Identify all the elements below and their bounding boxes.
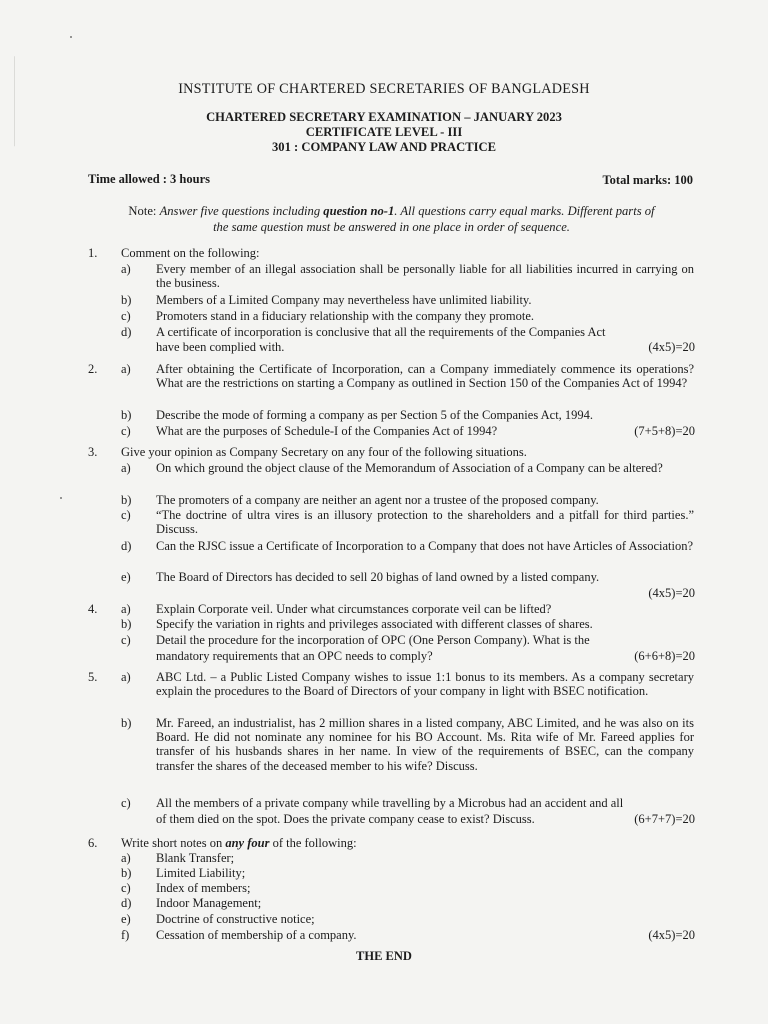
heading-emphasis: any four [225,836,270,850]
sub-text: Specify the variation in rights and privileges associated with different classes of shares. [156,617,593,631]
note-bold: question no-1 [323,204,395,218]
scan-speck [70,36,72,38]
sub-text: A certificate of incorporation is conclusive that all the requirements of the Companies Act [156,325,606,339]
question-number: 2. [88,362,98,376]
sub-label: b) [121,293,132,307]
question-marks: (6+6+8)=20 [634,649,695,663]
sub-label: b) [121,493,132,507]
sub-label: a) [121,851,131,865]
sub-text: Indoor Management; [156,896,262,910]
sub-text: On which ground the object clause of the Memorandum of Association of a Company can be altered? [156,461,663,475]
scan-speck [60,497,62,499]
sub-text: Can the RJSC issue a Certificate of Incorporation to a Company that does not have Articles of Association? [156,539,694,553]
heading-post: of the following: [269,836,357,850]
sub-text: Blank Transfer; [156,851,235,865]
heading-pre: Write short notes on [121,836,226,850]
certificate-level: CERTIFICATE LEVEL - III [305,125,463,139]
sub-label: b) [121,866,132,880]
sub-label: c) [121,508,131,522]
sub-label: d) [121,896,132,910]
question-number: 5. [88,670,98,684]
sub-label: d) [121,539,132,553]
exam-header [0,110,768,155]
sub-text: What are the purposes of Schedule-I of the Companies Act of 1994? [156,424,498,438]
sub-label: c) [121,881,131,895]
sub-text: After obtaining the Certificate of Incorporation, can a Company immediately commence its operations? What are the restrictions on starting a Company as outlined in Section 150 of the Companies Act of 1994? [156,362,694,391]
sub-label: b) [121,617,132,631]
sub-text: Describe the mode of forming a company as per Section 5 of the Companies Act, 1994. [156,408,594,422]
sub-text: “The doctrine of ultra vires is an illusory protection to the shareholders and a pitfall for third parties.” Discuss. [156,508,694,537]
institute-name: INSTITUTE OF CHARTERED SECRETARIES OF BANGLADESH [178,81,590,97]
question-number: 6. [88,836,98,850]
sub-text: Index of members; [156,881,251,895]
note-line2: the same question must be answered in one place in order of sequence. [213,220,570,234]
sub-text: Every member of an illegal association shall be personally liable for all liabilities incurred in carrying on the business. [156,262,694,291]
sub-label: a) [121,461,131,475]
question-marks: (4x5)=20 [648,586,695,600]
sub-label: a) [121,602,131,616]
sub-text: Doctrine of constructive notice; [156,912,315,926]
question-heading: Give your opinion as Company Secretary on any four of the following situations. [121,445,527,459]
sub-text: Cessation of membership of a company. [156,928,357,942]
sub-text: The promoters of a company are neither an agent nor a trustee of the proposed company. [156,493,599,507]
instructions-note [90,203,693,235]
sub-text: have been complied with. [156,340,285,354]
sub-label: e) [121,570,131,584]
sub-label: a) [121,362,131,376]
sub-label: c) [121,309,131,323]
sub-label: f) [121,928,130,942]
sub-text: ABC Ltd. – a Public Listed Company wishes to issue 1:1 bonus to its members. As a company secretary explain the procedures to the Board of Directors of your company in light with BSEC notification. [156,670,694,699]
question-marks: (4x5)=20 [648,340,695,354]
sub-text: of them died on the spot. Does the private company cease to exist? Discuss. [156,812,535,826]
note-part1: Answer five questions including [159,204,324,218]
question-number: 4. [88,602,98,616]
question-marks: (4x5)=20 [648,928,695,942]
sub-text: Limited Liability; [156,866,246,880]
question-number: 3. [88,445,98,459]
question-heading: Comment on the following: [121,246,260,260]
sub-text: Mr. Fareed, an industrialist, has 2 million shares in a listed company, ABC Limited, and he was also on its Board. He did not nominate any nominee for his BO Account. Ms. Rita wife of Mr. Fareed applies for transfer of his husbands shares in her name. In view of the requirements of BSEC, can the company transfer the shares of the deceased member to his wife? Discuss. [156,716,694,773]
sub-label: c) [121,796,131,810]
total-marks: Total marks: 100 [602,173,693,187]
exam-title: CHARTERED SECRETARY EXAMINATION – JANUARY 2023 [206,110,562,124]
sub-label: e) [121,912,131,926]
sub-label: b) [121,408,132,422]
question-marks: (7+5+8)=20 [634,424,695,438]
sub-text: mandatory requirements that an OPC needs to comply? [156,649,433,663]
sub-label: b) [121,716,132,730]
sub-text: Explain Corporate veil. Under what circumstances corporate veil can be lifted? [156,602,552,616]
sub-label: a) [121,670,131,684]
sub-label: c) [121,633,131,647]
question-heading [121,836,357,850]
note-prefix: Note: [128,204,160,218]
sub-text: Detail the procedure for the incorporation of OPC (One Person Company). What is the [156,633,590,647]
sub-label: d) [121,325,132,339]
note-part2: . All questions carry equal marks. Different parts of [394,204,655,218]
the-end: THE END [356,949,412,963]
sub-text: Promoters stand in a fiduciary relationship with the company they promote. [156,309,535,323]
sub-text: The Board of Directors has decided to sell 20 bighas of land owned by a listed company. [156,570,600,584]
question-number: 1. [88,246,98,260]
subject-title: 301 : COMPANY LAW AND PRACTICE [271,140,496,154]
sub-text: Members of a Limited Company may nevertheless have unlimited liability. [156,293,532,307]
sub-label: c) [121,424,131,438]
sub-label: a) [121,262,131,276]
question-marks: (6+7+7)=20 [634,812,695,826]
sub-text: All the members of a private company while travelling by a Microbus had an accident and all [156,796,624,810]
time-allowed: Time allowed : 3 hours [88,172,210,186]
